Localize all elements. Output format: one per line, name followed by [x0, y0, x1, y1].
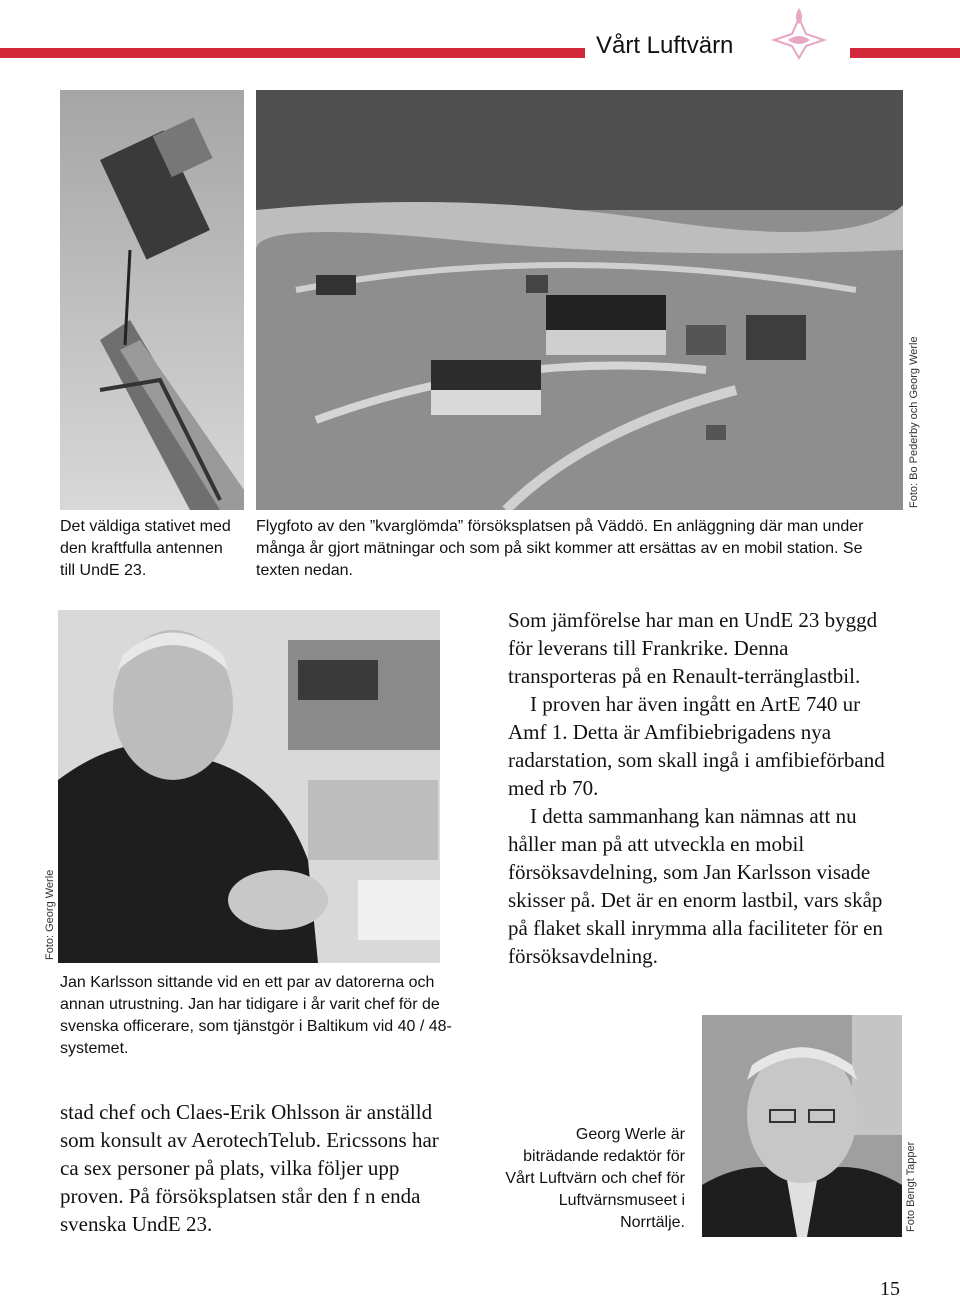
aerial-photo-credit: Foto: Bo Pederby och Georg Werle — [908, 336, 920, 508]
article-bottom-left: stad chef och Claes-Erik Ohlsson är anställd som konsult av AerotechTelub. Ericssons har ca sex personer på plats, vilka följer upp proven. På försöksplatsen står den f n enda svenska UndE 23. — [60, 1100, 439, 1236]
header-rule-right — [850, 48, 960, 58]
karlsson-photo-credit: Foto: Georg Werle — [44, 869, 56, 960]
aerial-photo — [256, 90, 903, 510]
magazine-title: Vårt Luftvärn — [596, 32, 734, 59]
werle-photo — [702, 1015, 902, 1237]
werle-photo-credit: Foto Bengt Tapper — [905, 1141, 917, 1232]
article-paragraph: I detta sammanhang kan nämnas att nu håller man på att utveckla en mobil försöksavdelning, som Jan Karlsson visade skisser på. Det är en enorm lastbil, vars skåp på flaket skall inrymma alla faciliteter för en försöksavdelning. — [508, 804, 883, 968]
karlsson-photo-caption: Jan Karlsson sittande vid en ett par av datorerna och annan utrustning. Jan har tidigare i år varit chef för de svenska officerare, som tjänstgör i Baltikum vid 40 / 48-systemet. — [60, 974, 452, 1057]
article-paragraph: Som jämförelse har man en UndE 23 byggd för leverans till Frankrike. Denna transporteras på en Renault-terränglastbil. — [508, 608, 878, 688]
vart-luftvarn-logo-icon — [768, 4, 830, 60]
article-paragraph: I proven har även ingått en ArtE 740 ur Amf 1. Detta är Amfibiebrigadens nya radarstation, som skall ingå i amfibieförband med rb 70. — [508, 692, 885, 800]
werle-photo-caption: Georg Werle är biträdande redaktör för Vårt Luftvärn och chef för Luftvärnsmuseet i Norrtälje. — [505, 1126, 685, 1231]
antenna-photo — [60, 90, 244, 510]
aerial-photo-caption: Flygfoto av den ”kvarglömda” försöksplatsen på Väddö. En anläggning där man under många år gjort mätningar och som på sikt kommer att ersättas av en mobil station. Se texten nedan. — [256, 518, 864, 579]
header-rule-left — [0, 48, 585, 58]
article-right-column — [508, 606, 900, 970]
karlsson-photo — [58, 610, 440, 963]
antenna-photo-caption: Det väldiga stativet med den kraftfulla antennen till UndE 23. — [60, 518, 231, 579]
page-number: 15 — [880, 1278, 900, 1300]
